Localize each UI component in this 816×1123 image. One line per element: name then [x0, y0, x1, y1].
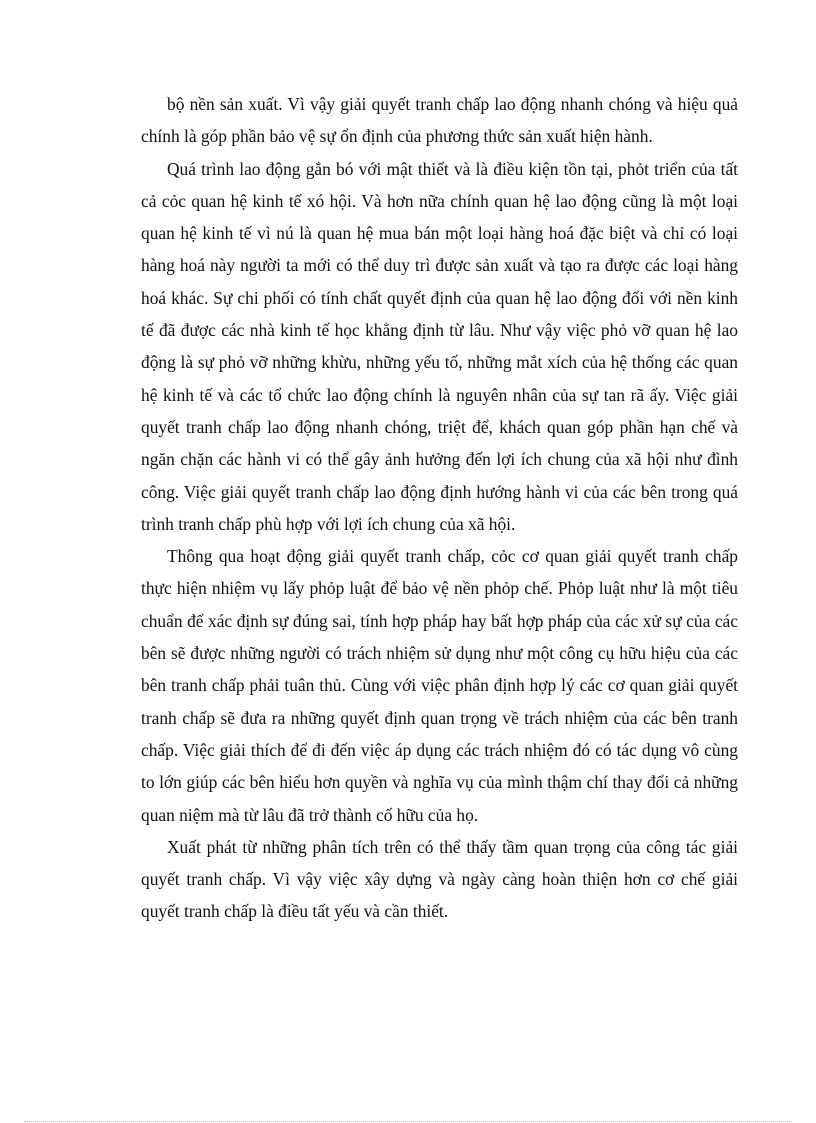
- paragraph-1: bộ nền sản xuất. Vì vậy giải quyết tranh chấp lao động nhanh chóng và hiệu quả chính là góp phần bảo vệ sự ổn định của phương thức sản xuất hiện hành.: [141, 94, 738, 147]
- paragraph-4: Xuất phát từ những phân tích trên có thể thấy tầm quan trọng của công tác giải quyết tranh chấp. Vì vậy việc xây dựng và ngày càng hoàn thiện hơn cơ chế giải quyết tranh chấp là điều tất yếu và cần thiết.: [141, 836, 738, 922]
- paragraph-2: Quá trình lao động gắn bó với mật thiết và là điều kiện tồn tại, phỏt triển của tất cả cỏc quan hệ kinh tế xó hội. Và hơn nữa chính quan hệ lao động cũng là một loại quan hệ kinh tế vì nú là quan hệ mua bán một loại hàng hoá đặc biệt và chỉ có loại hàng hoá này người ta mới có thể duy trì được sản xuất và tạo ra được các loại hàng hoá khác. Sự chi phối có tính chất quyết định của quan hệ lao động đối với nền kinh tế đã được các nhà kinh tế học khẳng định từ lâu. Như vậy việc phỏ vỡ quan hệ lao động là sự phỏ vỡ những khừu, những yếu tố, những mắt xích của hệ thống các quan hệ kinh tế và các tổ chức lao động chính là nguyên nhân của sự tan rã ấy. Việc giải quyết tranh chấp lao động nhanh chóng, triệt để, khách quan góp phần hạn chế và ngăn chặn các hành vi có thể gây ảnh hưởng đến lợi ích chung của xã hội như đình công. Việc giải quyết tranh chấp lao động định hướng hành vi của các bên trong quá trình tranh chấp phù hợp với lợi ích chung của xã hội.: [141, 158, 738, 534]
- document-body: [141, 88, 738, 928]
- paragraph-3: Thông qua hoạt động giải quyết tranh chấp, cỏc cơ quan giải quyết tranh chấp thực hiện nhiệm vụ lấy phỏp luật để bảo vệ nền phỏp chế. Phỏp luật như là một tiêu chuẩn để xác định sự đúng sai, tính hợp pháp hay bất hợp pháp của các xử sự của các bên sẽ được những người có trách nhiệm sử dụng như một công cụ hữu hiệu của các bên tranh chấp phải tuân thủ. Cùng với việc phân định hợp lý các cơ quan giải quyết tranh chấp sẽ đưa ra những quyết định quan trọng về trách nhiệm của các bên tranh chấp. Việc giải thích để đi đến việc áp dụng các trách nhiệm đó có tác dụng vô cùng to lớn giúp các bên hiểu hơn quyền và nghĩa vụ của mình thậm chí thay đổi cả những quan niệm mà từ lâu đã trở thành cố hữu của họ.: [141, 546, 738, 825]
- page-bottom-divider: [24, 1121, 792, 1122]
